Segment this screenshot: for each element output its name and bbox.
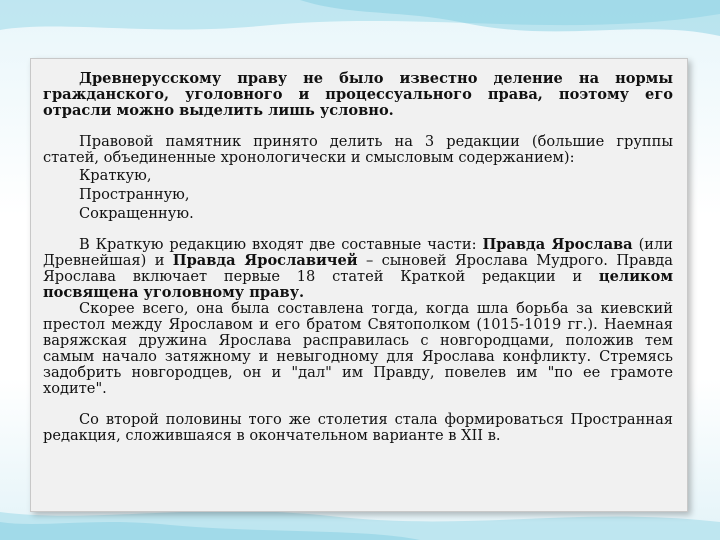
short-edition-text-1: В Краткую редакцию входят две составные части: (79, 236, 483, 253)
short-edition-text-3: – сыновей Ярослава Мудрого. Правда Ярослава включает первые 18 статей Краткой редакции и (43, 252, 673, 285)
editions-intro: Правовой памятник принято делить на 3 редакции (большие группы статей, объединенные хронологически и смысловым содержанием): (43, 133, 673, 166)
edition-item-abridged: Сокращенную. (79, 205, 194, 222)
extended-edition-paragraph: Со второй половины того же столетия стала формироваться Пространная редакция, сложившаяся в окончательном варианте в XII в. (43, 411, 673, 444)
criminal-law-note: целиком посвящена уголовному праву. (43, 268, 673, 301)
pravda-yaroslava: Правда Ярослава (482, 236, 633, 253)
content-panel (30, 58, 688, 512)
short-edition-paragraph (43, 237, 673, 301)
edition-item-short: Краткую, (79, 167, 152, 184)
pravda-yaroslavichey: Правда Ярославичей (172, 252, 358, 269)
short-edition-text-2: (или Древнейшая) и (43, 236, 673, 269)
intro-paragraph: Древнерусскому праву не было известно деление на нормы гражданского, уголовного и процессуального права, поэтому его отрасли можно выделить лишь условно. (43, 70, 673, 119)
edition-item-extended: Пространную, (79, 186, 190, 203)
history-paragraph: Скорее всего, она была составлена тогда, когда шла борьба за киевский престол между Ярославом и его братом Святополком (1015-1019 гг.). Наемная варяжская дружина Ярослава расправилась с новгородцами, положив тем самым начало затяжному и невыгодному для Ярослава конфликту. Стремясь задобрить новгородцев, он и "дал" им Правду, повелев им "по ее грамоте ходите". (43, 300, 673, 397)
